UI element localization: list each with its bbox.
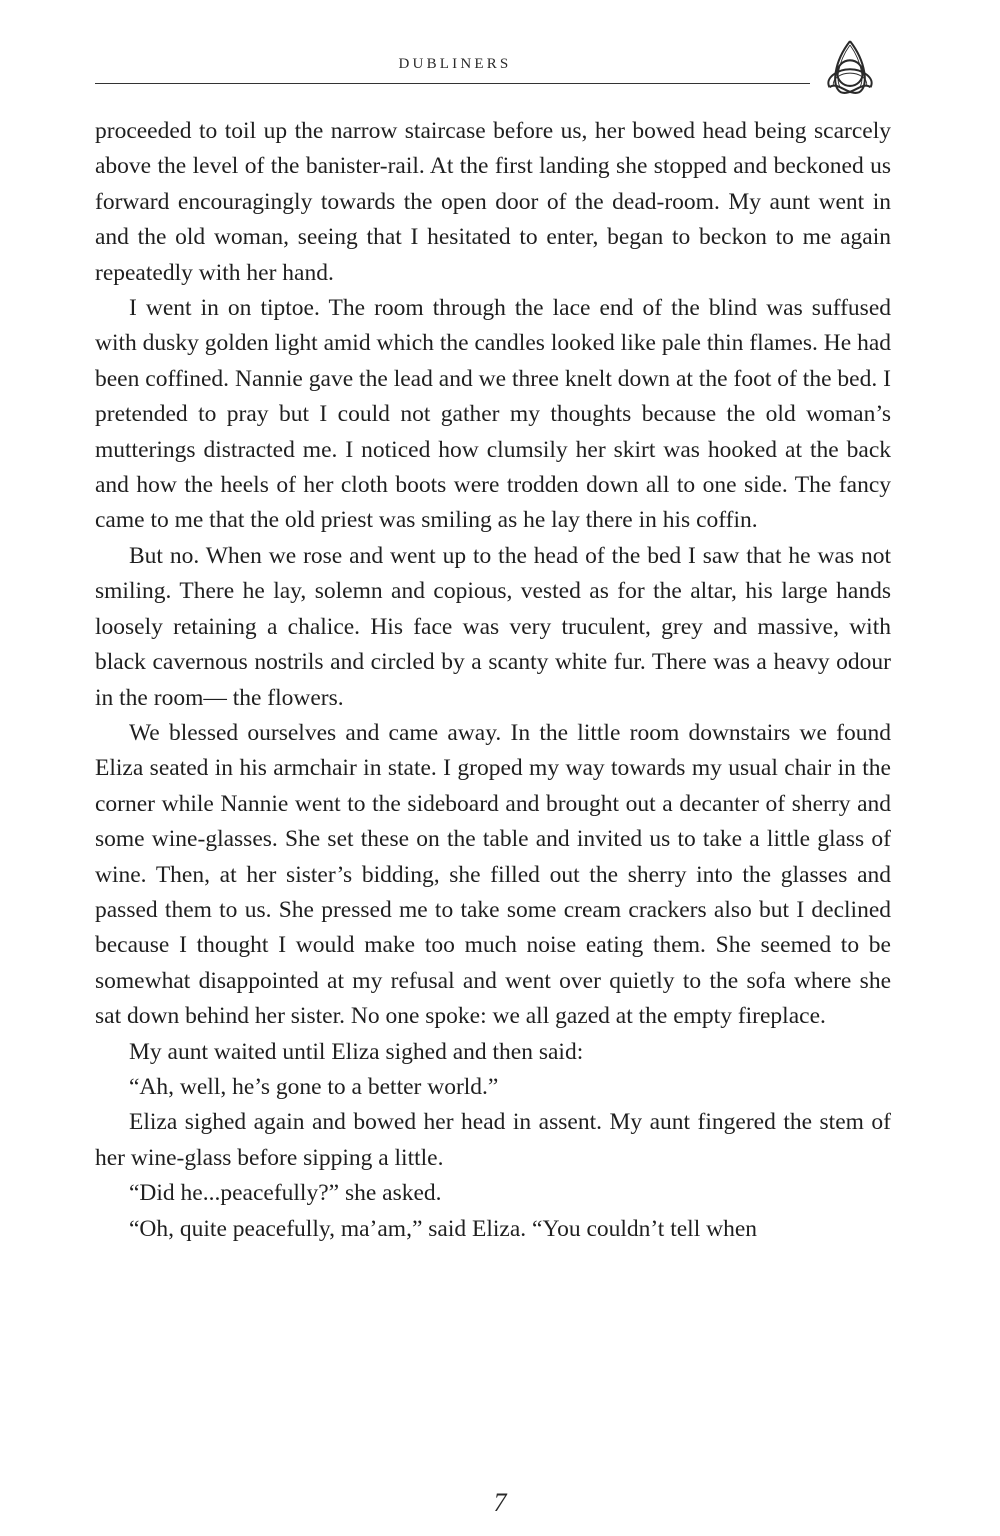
paragraph: proceeded to toil up the narrow staircase before us, her bowed head being scarcely above the level of the banister-rail. At the first landing she stopped and beckoned us forward encouragingly towards the open door of the dead-room. My aunt went in and the old woman, seeing that I hesitated to enter, began to beckon to me again repeatedly with her hand. xyxy=(95,118,891,286)
paragraph: But no. When we rose and went up to the head of the bed I saw that he was not smiling. There he lay, solemn and copious, vested as for the altar, his large hands loosely retaining a chalice. His face was very truculent, grey and massive, with black cavernous nostrils and circled by a scanty white fur. There was a heavy odour in the room— the flowers. xyxy=(95,542,891,711)
page-number: 7 xyxy=(493,1488,507,1517)
running-title: DUBLINERS xyxy=(398,56,512,72)
paragraph: My aunt waited until Eliza sighed and then said: xyxy=(129,1038,584,1065)
paragraph: I went in on tiptoe. The room through the lace end of the blind was suffused with dusky golden light amid which the candles looked like pale thin flames. He had been coffined. Nannie gave the lead and we three knelt down at the foot of the bed. I pretended to pray but I could not gather my thoughts because the old woman’s mutterings distracted me. I noticed how clumsily her skirt was hooked at the back and how the heels of her cloth boots were trodden down all to one side. The fancy came to me that the old priest was smiling as he lay there in his coffin. xyxy=(95,295,891,534)
paragraph: Eliza sighed again and bowed her head in assent. My aunt fingered the stem of her wine-glass before sipping a little. xyxy=(95,1109,891,1171)
paragraph: “Ah, well, he’s gone to a better world.” xyxy=(129,1073,499,1100)
body-text xyxy=(95,114,891,1247)
paragraph: “Did he...peacefully?” she asked. xyxy=(129,1180,442,1207)
paragraph: “Oh, quite peacefully, ma’am,” said Eliza. “You couldn’t tell when xyxy=(129,1215,758,1242)
header-rule xyxy=(95,83,810,84)
running-head xyxy=(95,40,925,100)
paragraph: We blessed ourselves and came away. In the little room downstairs we found Eliza seated in his armchair in state. I groped my way towards my usual chair in the corner while Nannie went to the sideboard and brought out a decanter of sherry and some wine-glasses. She set these on the table and invited us to take a little glass of wine. Then, at her sister’s bidding, she filled out the sherry into the glasses and passed them to us. She pressed me to take some cream crackers also but I declined because I thought I would make too much noise eating them. She seemed to be somewhat disappointed at my refusal and went over quietly to the sofa where she sat down behind her sister. No one spoke: we all gazed at the empty fireplace. xyxy=(95,719,891,1030)
triquetra-knot-icon xyxy=(815,36,885,100)
